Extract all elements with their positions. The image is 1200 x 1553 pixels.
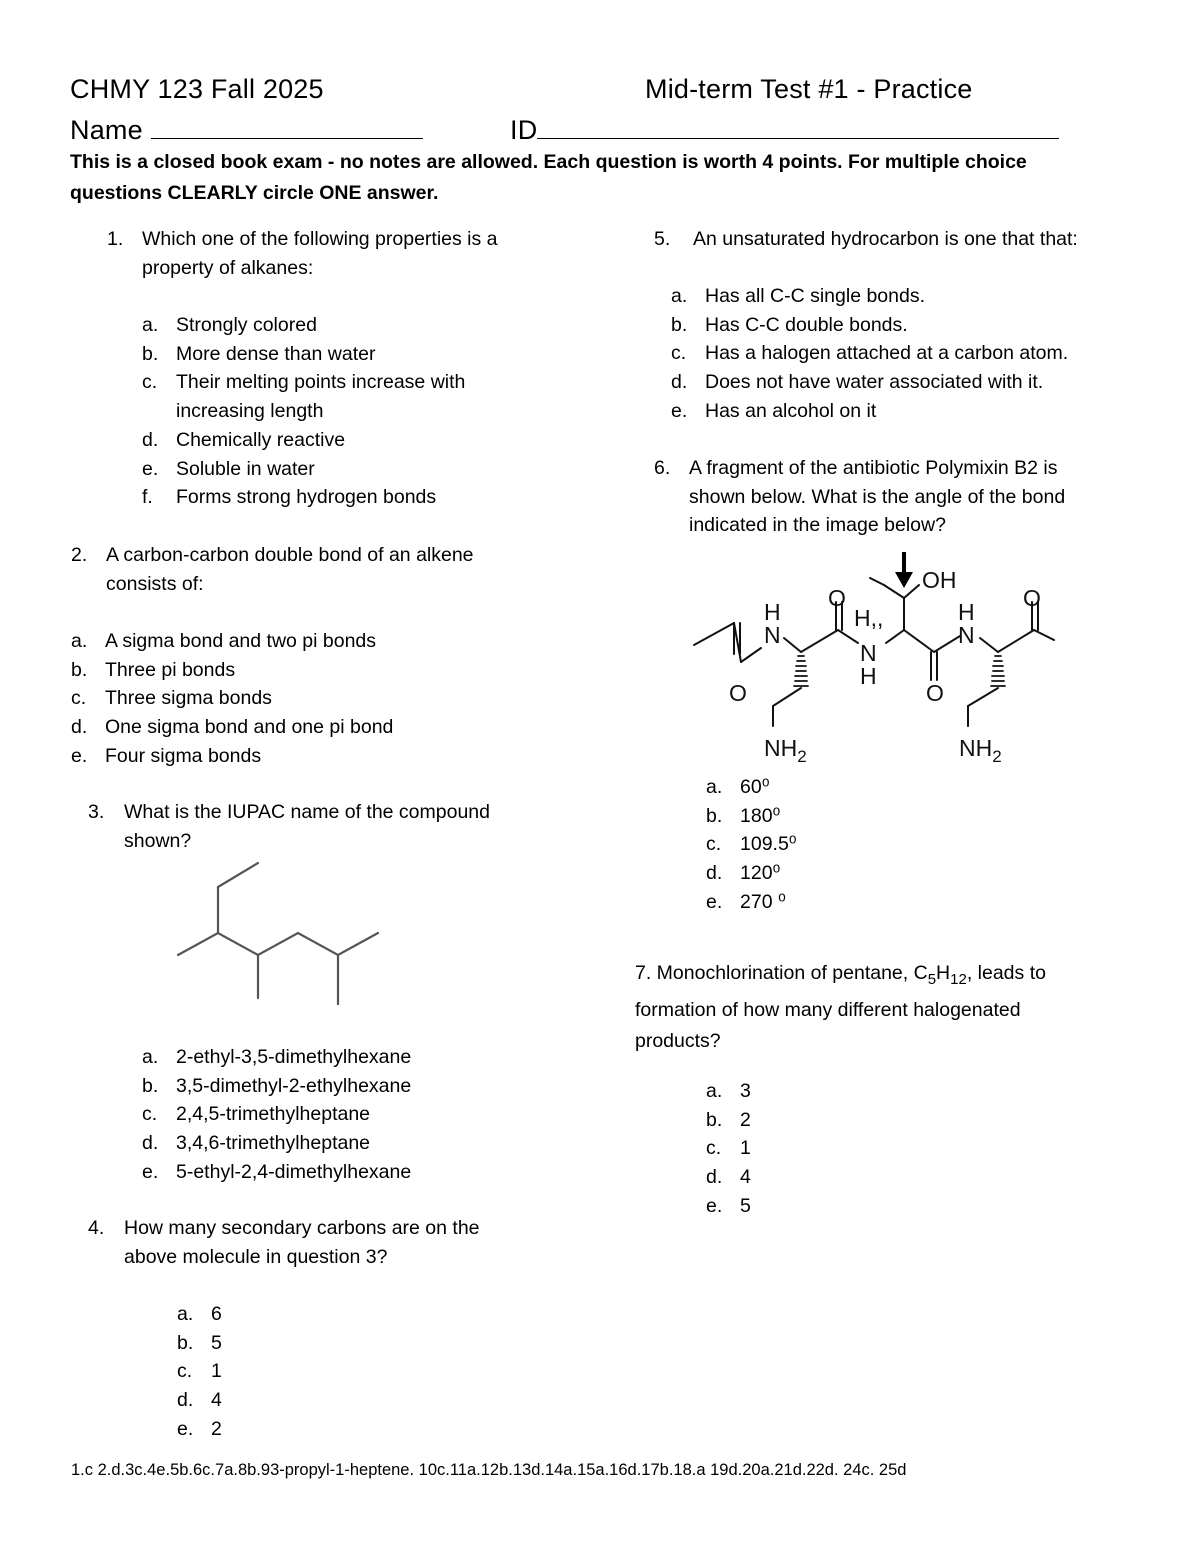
answer-option[interactable]: b. More dense than water bbox=[142, 342, 376, 365]
q7-options bbox=[706, 1077, 751, 1221]
question-number: 6. bbox=[654, 457, 671, 479]
name-blank[interactable] bbox=[151, 114, 423, 139]
answer-option[interactable]: a. 3 bbox=[706, 1080, 751, 1102]
question-text: consists of: bbox=[106, 572, 204, 595]
question-5 bbox=[654, 225, 1154, 255]
question-text: shown below. What is the angle of the bond bbox=[689, 485, 1066, 508]
question-text: shown? bbox=[124, 829, 192, 852]
question-text: Which one of the following properties is a bbox=[142, 228, 498, 250]
test-title: Mid-term Test #1 - Practice bbox=[645, 74, 973, 104]
h-label: H bbox=[958, 599, 975, 625]
answer-option[interactable]: a. 6 bbox=[177, 1303, 222, 1325]
question-7 bbox=[635, 958, 1155, 1057]
question-text: formation of how many different halogenated bbox=[635, 998, 1021, 1021]
answer-option[interactable]: c. 1 bbox=[706, 1137, 751, 1160]
instructions-line: questions CLEARLY circle ONE answer. bbox=[70, 182, 439, 204]
answer-option[interactable]: b. Three pi bonds bbox=[71, 658, 236, 681]
question-3 bbox=[88, 798, 568, 858]
question-text: property of alkanes: bbox=[142, 256, 314, 279]
answer-option[interactable]: b. Has C-C double bonds. bbox=[671, 313, 908, 336]
answer-option[interactable]: c. 1 bbox=[177, 1360, 222, 1383]
instructions-line: This is a closed book exam - no notes are allowed. Each question is worth 4 points. For multiple choice bbox=[70, 151, 1027, 173]
question-text: A fragment of the antibiotic Polymixin B2 is bbox=[689, 457, 1058, 479]
answer-option[interactable]: d. 120⁰ bbox=[706, 862, 781, 885]
question-number: 5. bbox=[654, 228, 671, 250]
name-label: Name bbox=[70, 115, 143, 145]
question-text: How many secondary carbons are on the bbox=[124, 1217, 480, 1239]
answer-key: 1.c 2.d.3c.4e.5b.6c.7a.8b.93-propyl-1-heptene. 10c.11a.12b.13d.14a.15a.16d.17b.18.a 19d.20a.21d.22d. 24c. 25d bbox=[71, 1461, 907, 1479]
q3-options bbox=[142, 1043, 411, 1187]
answer-option[interactable]: e. Four sigma bonds bbox=[71, 744, 262, 767]
answer-option[interactable]: d. Does not have water associated with it. bbox=[671, 371, 1044, 394]
answer-option[interactable]: a. 2-ethyl-3,5-dimethylhexane bbox=[142, 1046, 412, 1068]
question-4 bbox=[88, 1214, 568, 1274]
o-label: O bbox=[729, 680, 747, 706]
question-number: 4. bbox=[88, 1217, 105, 1239]
id-blank[interactable] bbox=[537, 114, 1059, 139]
q3-skeletal-structure bbox=[170, 855, 390, 1005]
answer-option[interactable]: e. Has an alcohol on it bbox=[671, 399, 877, 422]
answer-option[interactable]: d. One sigma bond and one pi bond bbox=[71, 716, 394, 739]
answer-option[interactable]: c. 2,4,5-trimethylheptane bbox=[142, 1103, 371, 1126]
o-label: O bbox=[926, 680, 944, 706]
answer-option[interactable]: d. 4 bbox=[177, 1389, 222, 1412]
arrow-down-icon bbox=[895, 552, 913, 588]
question-1 bbox=[107, 225, 577, 285]
course-title: CHMY 123 Fall 2025 bbox=[70, 74, 324, 104]
answer-option[interactable]: a. Has all C-C single bonds. bbox=[671, 285, 926, 307]
answer-option[interactable]: c. Has a halogen attached at a carbon atom. bbox=[671, 342, 1069, 365]
question-text: 7. Monochlorination of pentane, $C_5H_{12}$, leads to bbox=[635, 962, 1046, 988]
answer-option[interactable]: a. Strongly colored bbox=[142, 314, 317, 336]
answer-option[interactable]: e. 2 bbox=[177, 1417, 222, 1440]
h-label: H bbox=[764, 599, 781, 625]
o-label: O bbox=[1023, 585, 1041, 611]
question-text: above molecule in question 3? bbox=[124, 1245, 388, 1268]
answer-option[interactable]: a. A sigma bond and two pi bonds bbox=[71, 630, 377, 652]
answer-option[interactable]: e. 5-ethyl-2,4-dimethylhexane bbox=[142, 1160, 412, 1183]
h-label: H,, bbox=[854, 605, 884, 631]
question-text: A carbon-carbon double bond of an alkene bbox=[106, 544, 474, 566]
question-number: 2. bbox=[71, 544, 88, 566]
nh2-label: $NH_2$ bbox=[764, 735, 807, 766]
question-6 bbox=[654, 454, 1154, 544]
question-2 bbox=[71, 541, 551, 601]
answer-option[interactable]: d. 3,4,6-trimethylheptane bbox=[142, 1132, 371, 1155]
answer-option[interactable]: d. 4 bbox=[706, 1166, 751, 1189]
question-text: products? bbox=[635, 1029, 721, 1052]
id-field-row bbox=[510, 114, 1059, 146]
q4-options bbox=[177, 1300, 222, 1444]
oh-label: OH bbox=[922, 567, 957, 593]
q2-options bbox=[71, 627, 393, 771]
answer-option[interactable]: b. 5 bbox=[177, 1331, 222, 1354]
q5-options bbox=[671, 282, 1068, 426]
answer-option[interactable]: e. Soluble in water bbox=[142, 457, 315, 480]
n-label: N bbox=[764, 622, 781, 648]
answer-option[interactable]: a. 60⁰ bbox=[706, 776, 770, 798]
question-text: An unsaturated hydrocarbon is one that that: bbox=[693, 228, 1078, 250]
answer-option[interactable]: b. 3,5-dimethyl-2-ethylhexane bbox=[142, 1074, 412, 1097]
id-label: ID bbox=[510, 115, 538, 145]
answer-option[interactable]: e. 270 ⁰ bbox=[706, 890, 786, 913]
nh2-label: $NH_2$ bbox=[959, 735, 1002, 766]
answer-option[interactable]: d. Chemically reactive bbox=[142, 428, 346, 451]
q6-options bbox=[706, 773, 797, 917]
answer-option-continuation: increasing length bbox=[176, 400, 324, 423]
instructions bbox=[70, 147, 1027, 209]
question-text: What is the IUPAC name of the compound bbox=[124, 801, 490, 823]
n-label: N bbox=[958, 622, 975, 648]
answer-option[interactable]: b. 180⁰ bbox=[706, 804, 781, 827]
o-label: O bbox=[828, 585, 846, 611]
answer-option[interactable]: c. Their melting points increase with bbox=[142, 371, 466, 394]
polymyxin-fragment-structure bbox=[686, 548, 1066, 770]
n-label: N bbox=[860, 640, 877, 666]
answer-option[interactable]: c. 109.5⁰ bbox=[706, 833, 797, 856]
name-field-row bbox=[70, 114, 423, 146]
answer-option[interactable]: e. 5 bbox=[706, 1194, 751, 1217]
question-text: indicated in the image below? bbox=[689, 514, 946, 537]
answer-option[interactable]: f. Forms strong hydrogen bonds bbox=[142, 486, 437, 509]
q1-options bbox=[142, 311, 465, 512]
question-number: 3. bbox=[88, 801, 105, 823]
answer-option[interactable]: b. 2 bbox=[706, 1108, 751, 1131]
question-number: 1. bbox=[107, 228, 124, 250]
answer-option[interactable]: c. Three sigma bonds bbox=[71, 687, 272, 710]
h-label: H bbox=[860, 663, 877, 689]
